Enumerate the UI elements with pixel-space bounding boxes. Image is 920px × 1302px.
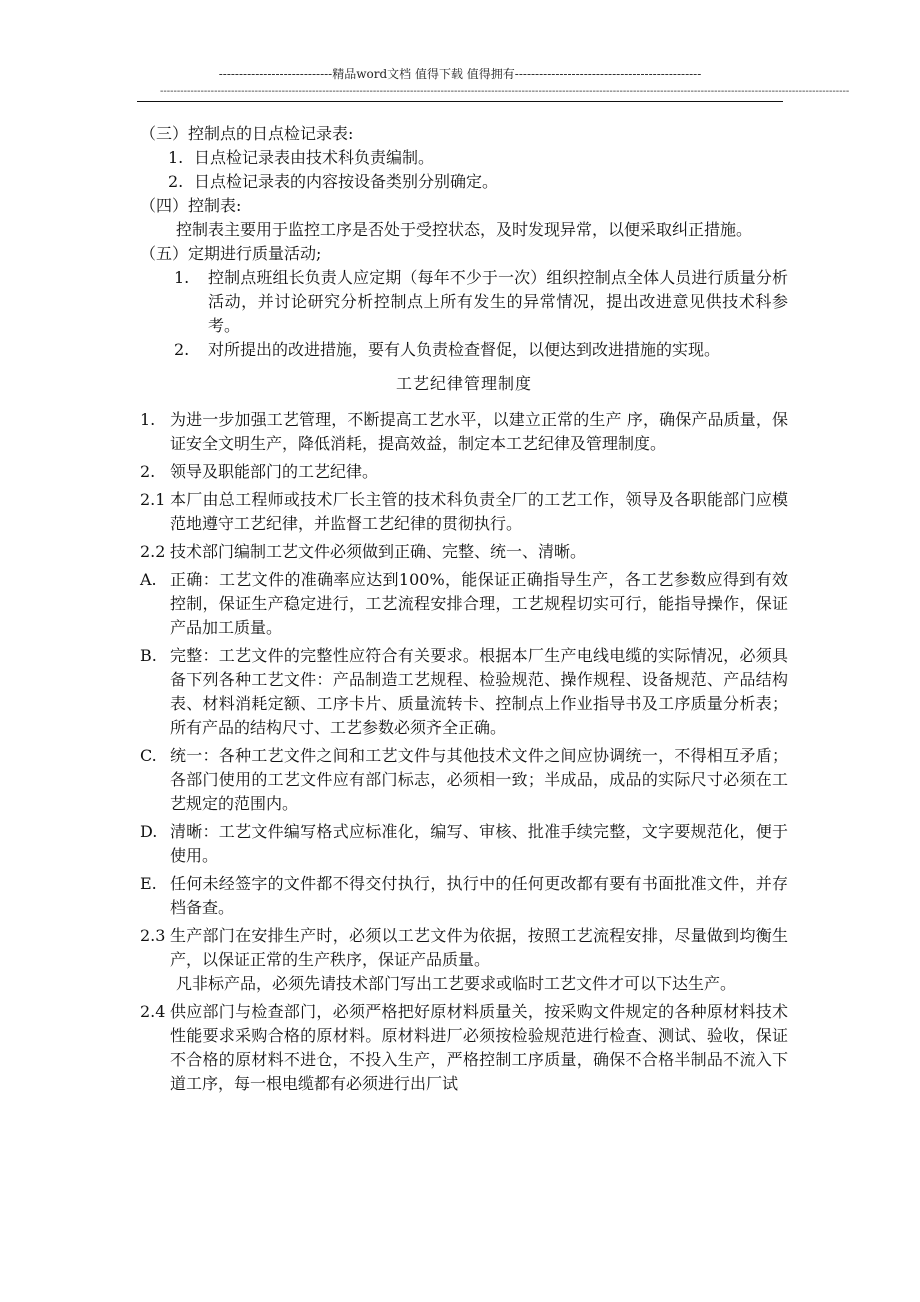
clause-d: D. 清晰：工艺文件编写格式应标准化，编写、审核、批准手续完整，文字要规范化，便于使用。: [140, 822, 788, 865]
header-divider: [137, 101, 783, 102]
section-4-body: 控制表主要用于监控工序是否处于受控状态，及时发现异常，以便采取纠正措施。: [176, 220, 753, 239]
document-title: 工艺纪律管理制度: [395, 374, 532, 393]
list-item: 1. 日点检记录表由技术科负责编制。: [168, 148, 435, 167]
section-3-heading: （三）控制点的日点检记录表:: [140, 124, 354, 143]
clause-2-4: 2.4 供应部门与检查部门，必须严格把好原材料质量关，按采购文件规定的各种原材料技术性能要求采购合格的原材料。原材料进厂必须按检验规范进行检查、测试、验收，保证不合格的原材料不进仓，不投入生产，严格控制工序质量，确保不合格半制品不流入下道工序，每一根电缆都有必须进行出厂试: [140, 1002, 788, 1093]
page-header-dashes: ------------------------------------------------------------------------------------------------------------------------------------------------------------------------------------------------------------: [160, 86, 850, 97]
page-header-banner: ----------------------------精品word文档 值得下载 值得拥有----------------------------------------------: [218, 67, 702, 81]
clause-2-1: 2.1 本厂由总工程师或技术厂长主管的技术科负责全厂的工艺工作，领导及各职能部门应模范地遵守工艺纪律，并监督工艺纪律的贯彻执行。: [140, 490, 788, 533]
clause-2-2: 2.2 技术部门编制工艺文件必须做到正确、完整、统一、清晰。: [140, 542, 587, 561]
list-item: 2. 对所提出的改进措施，要有人负责检查督促，以便达到改进措施的实现。: [174, 340, 721, 359]
clause-1: 1. 为进一步加强工艺管理，不断提高工艺水平，以建立正常的生产 序，确保产品质量，保证安全文明生产，降低消耗，提高效益，制定本工艺纪律及管理制度。: [140, 410, 788, 453]
section-5-heading: （五）定期进行质量活动;: [140, 244, 322, 263]
clause-a: A. 正确：工艺文件的准确率应达到100%，能保证正确指导生产，各工艺参数应得到有效控制，保证生产稳定进行，工艺流程安排合理，工艺规程切实可行，能指导操作，保证产品加工质量。: [140, 570, 788, 637]
clause-2-3: 2.3 生产部门在安排生产时，必须以工艺文件为依据，按照工艺流程安排，尽量做到均衡生产，以保证正常的生产秩序，保证产品质量。: [140, 926, 788, 969]
clause-b: B. 完整：工艺文件的完整性应符合有关要求。根据本厂生产电线电缆的实际情况，必须具备下列各种工艺文件：产品制造工艺规程、检验规范、操作规程、设备规范、产品结构表、材料消耗定额、工序卡片、质量流转卡、控制点上作业指导书及工序质量分析表；所有产品的结构尺寸、工艺参数必须齐全正确。: [140, 646, 788, 737]
list-item: 2. 日点检记录表的内容按设备类别分别确定。: [168, 172, 499, 191]
clause-c: C. 统一：各种工艺文件之间和工艺文件与其他技术文件之间应协调统一，不得相互矛盾；各部门使用的工艺文件应有部门标志，必须相一致；半成品，成品的实际尺寸必须在工艺规定的范围内。: [140, 746, 788, 813]
clause-e: E. 任何未经签字的文件都不得交付执行，执行中的任何更改都有要有书面批准文件，并存档备查。: [140, 874, 788, 917]
document-body: [140, 122, 788, 1100]
clause-2: 2. 领导及职能部门的工艺纪律。: [140, 462, 379, 481]
section-4-heading: （四）控制表:: [140, 196, 242, 215]
clause-2-3-note: 凡非标产品，必须先请技术部门写出工艺要求或临时工艺文件才可以下达生产。: [176, 974, 737, 993]
list-item: 1. 控制点班组长负责人应定期（每年不少于一次）组织控制点全体人员进行质量分析活动，并讨论研究分析控制点上所有发生的异常情况，提出改进意见供技术科参考。: [174, 268, 788, 335]
